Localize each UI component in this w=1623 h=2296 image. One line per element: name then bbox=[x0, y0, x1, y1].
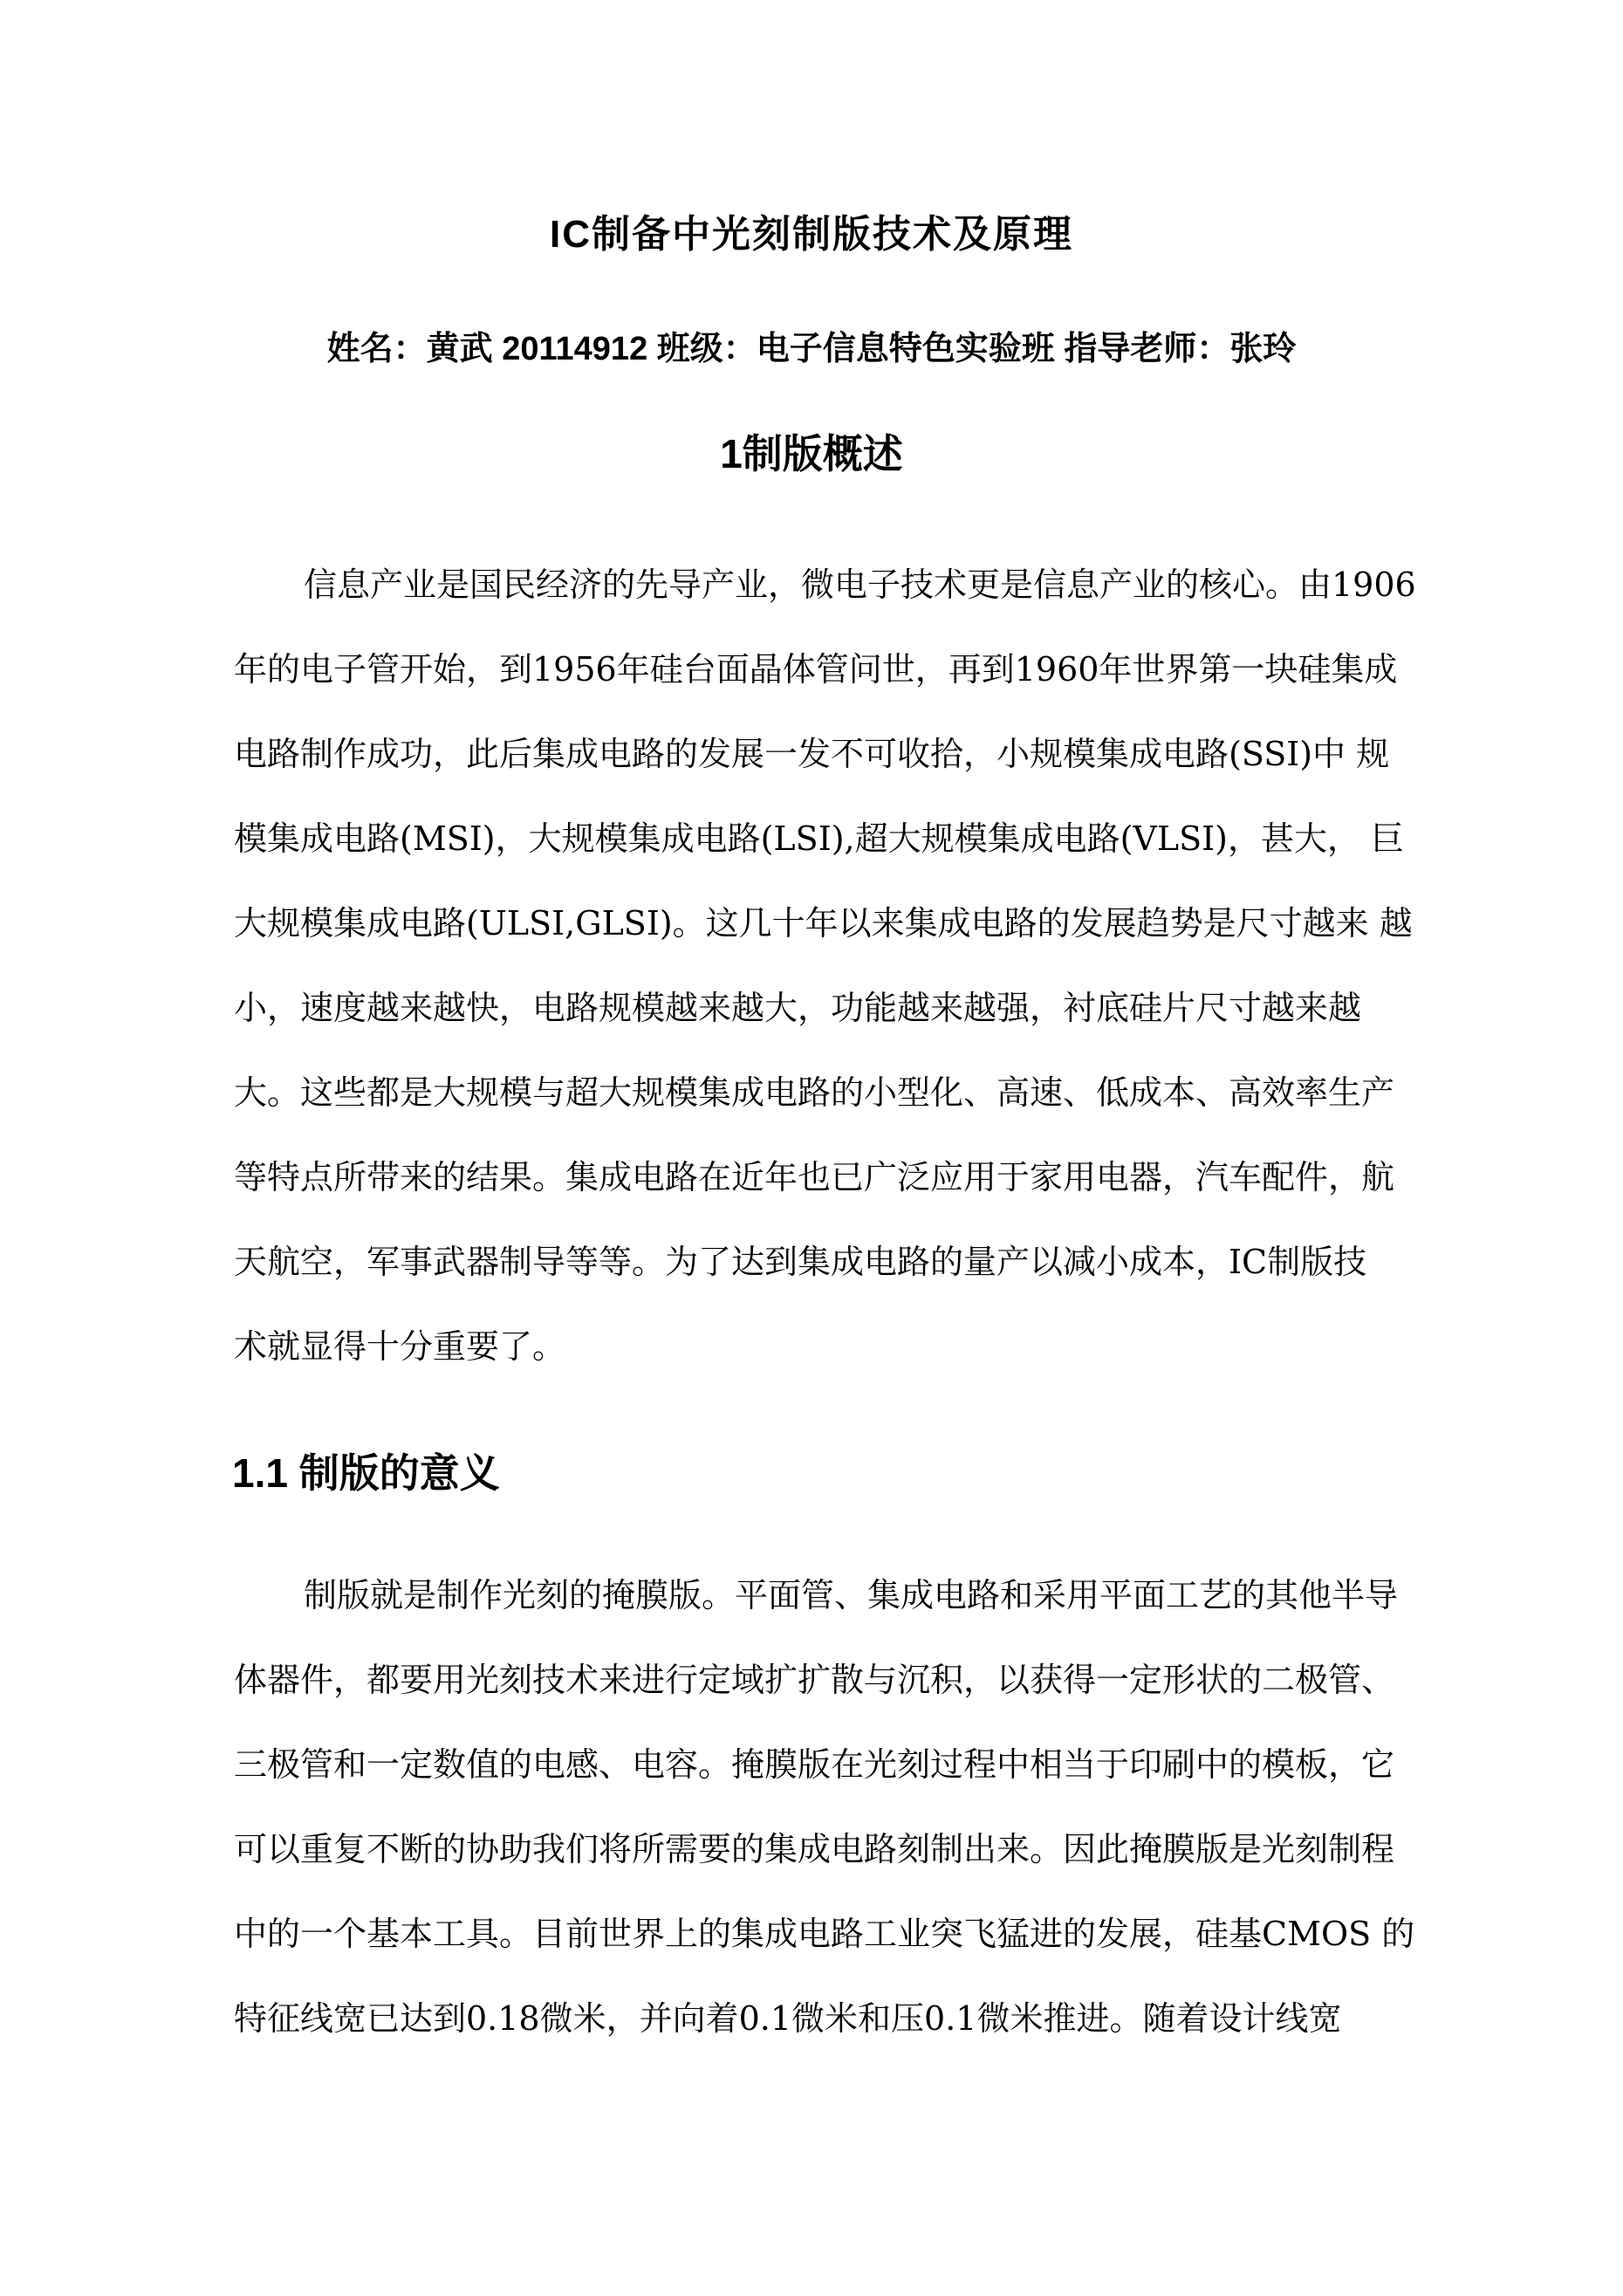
paragraph-line: 可以重复不断的协助我们将所需要的集成电路刻制出来。因此掩膜版是光刻制程 bbox=[234, 1830, 1395, 1868]
paragraph-line: 中的一个基本工具。目前世界上的集成电路工业突飞猛进的发展，硅基CMOS 的 bbox=[234, 1915, 1415, 1953]
paragraph-line: 信息产业是国民经济的先导产业，微电子技术更是信息产业的核心。由1906 bbox=[304, 565, 1416, 604]
paragraph-line: 电路制作成功，此后集成电路的发展一发不可收拾，小规模集成电路(SSI)中 规 bbox=[234, 735, 1390, 773]
paragraph-line: 大规模集成电路(ULSI,GLSI)。这几十年以来集成电路的发展趋势是尺寸越来 越 bbox=[234, 904, 1413, 942]
paragraph-line: 小，速度越来越快，电路规模越来越大，功能越来越强，衬底硅片尺寸越来越 bbox=[234, 989, 1362, 1027]
meaning-paragraph bbox=[234, 1553, 1415, 2061]
paragraph-line: 等特点所带来的结果。集成电路在近年也已广泛应用于家用电器，汽车配件，航 bbox=[234, 1158, 1395, 1196]
paragraph-line: 模集成电路(MSI)，大规模集成电路(LSI),超大规模集成电路(VLSI)，甚大， 巨 bbox=[234, 819, 1405, 858]
paragraph-line: 大。这些都是大规模与超大规模集成电路的小型化、高速、低成本、高效率生产 bbox=[234, 1073, 1395, 1112]
paragraph-line: 体器件，都要用光刻技术来进行定域扩扩散与沉积，以获得一定形状的二极管、 bbox=[234, 1661, 1395, 1699]
section-overview-heading: 1制版概述 bbox=[720, 431, 903, 476]
document-title: IC制备中光刻制版技术及原理 bbox=[550, 213, 1073, 256]
paragraph-line: 年的电子管开始，到1956年硅台面晶体管问世，再到1960年世界第一块硅集成 bbox=[234, 650, 1398, 689]
paragraph-line: 制版就是制作光刻的掩膜版。平面管、集成电路和采用平面工艺的其他半导 bbox=[304, 1576, 1399, 1614]
overview-paragraph bbox=[234, 543, 1416, 1389]
section-meaning-heading: 1.1 制版的意义 bbox=[232, 1450, 500, 1496]
paragraph-line: 三极管和一定数值的电感、电容。掩膜版在光刻过程中相当于印刷中的模板，它 bbox=[234, 1745, 1395, 1784]
paragraph-line: 术就显得十分重要了。 bbox=[234, 1327, 566, 1366]
paragraph-line: 特征线宽已达到0.18微米，并向着0.1微米和压0.1微米推进。随着设计线宽 bbox=[234, 1999, 1342, 2038]
byline: 姓名：黄武 20114912 班级：电子信息特色实验班 指导老师：张玲 bbox=[326, 331, 1297, 367]
paragraph-line: 天航空，军事武器制导等等。为了达到集成电路的量产以减小成本，IC制版技 bbox=[234, 1243, 1367, 1281]
